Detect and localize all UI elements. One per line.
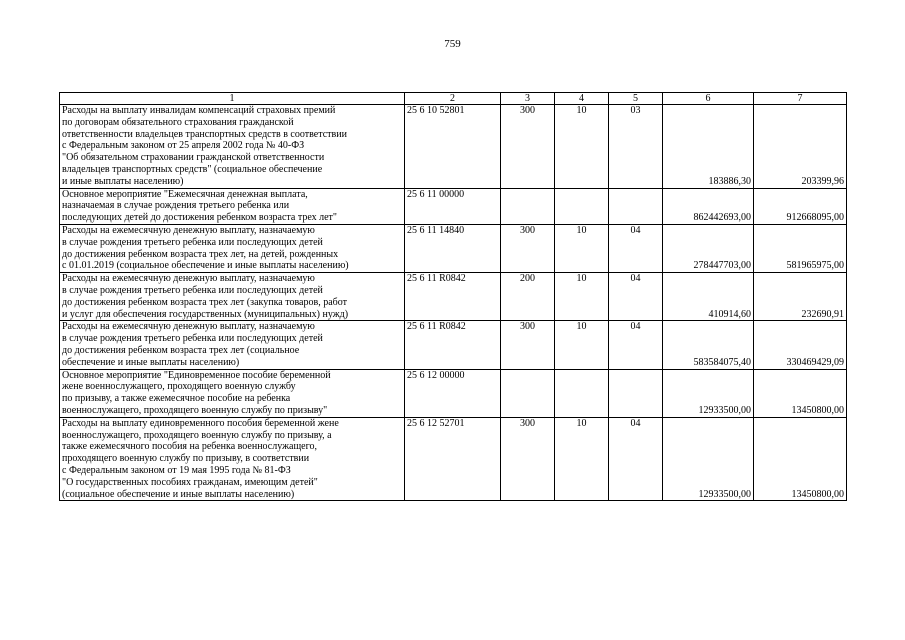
header-cell-6: 6	[663, 93, 754, 105]
row-expense-type: 300	[501, 321, 555, 369]
row-code: 25 6 11 R0842	[405, 273, 501, 321]
row-subsection	[609, 369, 663, 417]
row-expense-type	[501, 188, 555, 224]
table-row	[60, 188, 847, 224]
table-row	[60, 321, 847, 369]
row-sum-year1: 12933500,00	[663, 369, 754, 417]
row-sum-year1: 862442693,00	[663, 188, 754, 224]
row-section	[555, 188, 609, 224]
row-sum-year2: 581965975,00	[754, 224, 847, 272]
row-code: 25 6 11 00000	[405, 188, 501, 224]
row-description: Основное мероприятие "Единовременное пособие беременной жене военнослужащего, проходящего военную службу по призыву, а также ежемесячное пособие на ребенка военнослужащего, проходящего военную службу по призыву"	[60, 369, 405, 417]
row-expense-type	[501, 369, 555, 417]
row-description: Расходы на выплату единовременного пособия беременной жене военнослужащего, проходящего военную службу по призыву, а также ежемесячного пособия на ребенка военнослужащего, проходящего военную службу по призыву, в соответствии с Федеральным законом от 19 мая 1995 года № 81-ФЗ "О государственных пособиях гражданам, имеющим детей" (социальное обеспечение и иные выплаты населению)	[60, 417, 405, 501]
row-description: Расходы на ежемесячную денежную выплату, назначаемую в случае рождения третьего ребенка или последующих детей до достижения ребенком возраста трех лет, на детей, рожденных с 01.01.2019 (социальное обеспечение и иные выплаты населению)	[60, 224, 405, 272]
row-code: 25 6 12 00000	[405, 369, 501, 417]
row-sum-year1: 183886,30	[663, 105, 754, 189]
row-subsection: 04	[609, 224, 663, 272]
table-row	[60, 273, 847, 321]
row-sum-year2: 203399,96	[754, 105, 847, 189]
page-number: 759	[444, 38, 461, 50]
row-expense-type: 300	[501, 224, 555, 272]
header-cell-5: 5	[609, 93, 663, 105]
row-expense-type: 300	[501, 417, 555, 501]
row-section: 10	[555, 224, 609, 272]
row-sum-year2: 13450800,00	[754, 417, 847, 501]
row-subsection: 03	[609, 105, 663, 189]
row-code: 25 6 10 52801	[405, 105, 501, 189]
table-header-row	[60, 93, 847, 105]
row-section: 10	[555, 321, 609, 369]
row-section: 10	[555, 105, 609, 189]
table-row	[60, 105, 847, 189]
row-code: 25 6 11 R0842	[405, 321, 501, 369]
header-cell-2: 2	[405, 93, 501, 105]
row-description: Расходы на ежемесячную денежную выплату, назначаемую в случае рождения третьего ребенка или последующих детей до достижения ребенком возраста трех лет (социальное обеспечение и иные выплаты населению)	[60, 321, 405, 369]
row-subsection: 04	[609, 417, 663, 501]
row-sum-year2: 13450800,00	[754, 369, 847, 417]
row-code: 25 6 12 52701	[405, 417, 501, 501]
budget-table	[59, 92, 847, 501]
row-code: 25 6 11 14840	[405, 224, 501, 272]
row-description: Расходы на ежемесячную денежную выплату, назначаемую в случае рождения третьего ребенка или последующих детей до достижения ребенком возраста трех лет (закупка товаров, работ и услуг для обеспечения государственных (муниципальных) нужд)	[60, 273, 405, 321]
row-sum-year2: 912668095,00	[754, 188, 847, 224]
row-section	[555, 369, 609, 417]
row-description: Расходы на выплату инвалидам компенсаций страховых премий по договорам обязательного страхования гражданской ответственности владельцев транспортных средств в соответствии с Федеральным законом от 25 апреля 2002 года № 40-ФЗ "Об обязательном страховании гражданской ответственности владельцев транспортных средств" (социальное обеспечение и иные выплаты населению)	[60, 105, 405, 189]
row-section: 10	[555, 417, 609, 501]
row-sum-year1: 410914,60	[663, 273, 754, 321]
row-subsection	[609, 188, 663, 224]
table-row	[60, 369, 847, 417]
header-cell-3: 3	[501, 93, 555, 105]
header-cell-1: 1	[60, 93, 405, 105]
row-subsection: 04	[609, 273, 663, 321]
header-cell-7: 7	[754, 93, 847, 105]
row-subsection: 04	[609, 321, 663, 369]
row-sum-year1: 12933500,00	[663, 417, 754, 501]
header-cell-4: 4	[555, 93, 609, 105]
row-description: Основное мероприятие "Ежемесячная денежная выплата, назначаемая в случае рождения третьего ребенка или последующих детей до достижения ребенком возраста трех лет"	[60, 188, 405, 224]
row-expense-type: 300	[501, 105, 555, 189]
row-section: 10	[555, 273, 609, 321]
table-row	[60, 417, 847, 501]
row-expense-type: 200	[501, 273, 555, 321]
table-row	[60, 224, 847, 272]
row-sum-year2: 232690,91	[754, 273, 847, 321]
row-sum-year1: 278447703,00	[663, 224, 754, 272]
row-sum-year1: 583584075,40	[663, 321, 754, 369]
row-sum-year2: 330469429,09	[754, 321, 847, 369]
